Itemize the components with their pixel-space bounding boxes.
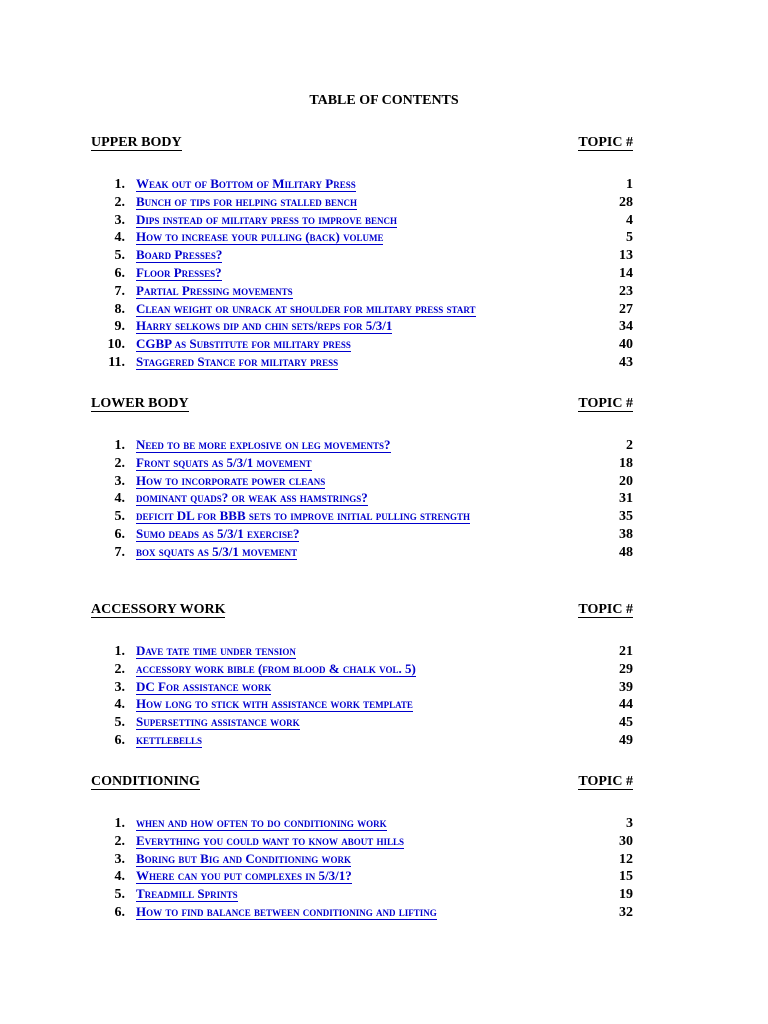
topic-link[interactable]: Partial Pressing movements xyxy=(136,282,293,298)
entry-number: 7. xyxy=(114,283,125,299)
topic-number: 29 xyxy=(619,661,633,677)
section-header-conditioning xyxy=(91,774,633,790)
entry-number: 3. xyxy=(114,851,125,867)
entry-number: 4. xyxy=(114,869,125,885)
toc-entry xyxy=(91,526,633,544)
toc-entry xyxy=(91,229,633,247)
topic-link[interactable]: How long to stick with assistance work template xyxy=(136,696,413,712)
entry-number: 6. xyxy=(114,904,125,920)
toc-entry xyxy=(91,176,633,194)
topic-link[interactable]: Supersetting assistance work xyxy=(136,714,300,730)
topic-column-label: TOPIC # xyxy=(578,135,633,150)
topic-number: 12 xyxy=(619,851,633,867)
topic-number: 34 xyxy=(619,319,633,335)
entry-number: 6. xyxy=(114,265,125,281)
entry-number: 4. xyxy=(114,230,125,246)
toc-entry xyxy=(91,868,633,886)
entry-number: 6. xyxy=(114,526,125,542)
entry-number: 3. xyxy=(114,679,125,695)
entry-number: 1. xyxy=(114,644,125,659)
entry-number: 1. xyxy=(114,438,125,453)
entry-number: 10. xyxy=(107,337,125,353)
topic-link[interactable]: How to find balance between conditioning and lifting xyxy=(136,903,437,919)
topic-link[interactable]: Staggered Stance for military press xyxy=(136,353,339,369)
topic-number: 45 xyxy=(619,715,633,731)
section-title: LOWER BODY xyxy=(91,396,189,411)
section-title: ACCESSORY WORK xyxy=(91,602,226,617)
section-header-accessory-work xyxy=(91,602,633,618)
topic-number: 43 xyxy=(619,354,633,370)
toc-entry xyxy=(91,732,633,750)
topic-link[interactable]: Floor Presses? xyxy=(136,264,222,280)
entry-number: 1. xyxy=(114,177,125,192)
topic-number: 1 xyxy=(626,177,633,192)
page-title: TABLE OF CONTENTS xyxy=(309,93,459,108)
toc-entry xyxy=(91,696,633,714)
toc-entry xyxy=(91,833,633,851)
topic-link[interactable]: Need to be more explosive on leg movements? xyxy=(136,437,391,452)
accessory-work-list xyxy=(91,643,633,750)
entry-number: 2. xyxy=(114,194,125,210)
topic-number: 3 xyxy=(626,816,633,831)
topic-number: 15 xyxy=(619,869,633,885)
topic-number: 28 xyxy=(619,194,633,210)
topic-link[interactable]: Sumo deads as 5/3/1 exercise? xyxy=(136,525,300,541)
entry-number: 4. xyxy=(114,491,125,507)
topic-number: 2 xyxy=(626,438,633,453)
topic-number: 32 xyxy=(619,904,633,920)
topic-link[interactable]: Board Presses? xyxy=(136,247,223,263)
topic-link[interactable]: Clean weight or unrack at shoulder for military press start xyxy=(136,300,476,316)
entry-number: 7. xyxy=(114,544,125,560)
toc-entry xyxy=(91,336,633,354)
toc-entry xyxy=(91,490,633,508)
entry-number: 8. xyxy=(114,301,125,317)
entry-number: 2. xyxy=(114,455,125,471)
topic-link[interactable]: Harry selkows dip and chin sets/reps for 5/3/1 xyxy=(136,318,393,334)
entry-number: 5. xyxy=(114,509,125,525)
topic-number: 19 xyxy=(619,887,633,903)
topic-link[interactable]: dominant quads? or weak ass hamstrings? xyxy=(136,490,368,506)
topic-number: 5 xyxy=(626,230,633,246)
topic-link[interactable]: How to incorporate power cleans xyxy=(136,472,326,488)
toc-entry xyxy=(91,679,633,697)
topic-link[interactable]: Weak out of Bottom of Military Press xyxy=(136,176,356,191)
topic-link[interactable]: accessory work bible (from blood & chalk vol. 5) xyxy=(136,660,416,676)
section-title: UPPER BODY xyxy=(91,135,182,150)
toc-entry xyxy=(91,283,633,301)
topic-link[interactable]: DC For assistance work xyxy=(136,678,272,694)
toc-entry xyxy=(91,815,633,833)
topic-link[interactable]: Where can you put complexes in 5/3/1? xyxy=(136,868,352,884)
toc-entry xyxy=(91,247,633,265)
toc-entry xyxy=(91,318,633,336)
topic-number: 4 xyxy=(626,212,633,228)
section-title: CONDITIONING xyxy=(91,774,200,789)
section-header-lower-body xyxy=(91,396,633,412)
topic-link[interactable]: box squats as 5/3/1 movement xyxy=(136,543,298,559)
topic-link[interactable]: when and how often to do conditioning work xyxy=(136,815,387,830)
toc-entry xyxy=(91,904,633,922)
entry-number: 2. xyxy=(114,833,125,849)
toc-entry xyxy=(91,643,633,661)
topic-link[interactable]: deficit DL for BBB sets to improve initial pulling strength xyxy=(136,508,470,524)
entry-number: 5. xyxy=(114,715,125,731)
topic-number: 21 xyxy=(619,644,633,659)
conditioning-list xyxy=(91,815,633,922)
topic-number: 31 xyxy=(619,491,633,507)
toc-entry xyxy=(91,212,633,230)
toc-entry xyxy=(91,714,633,732)
entry-number: 1. xyxy=(114,816,125,831)
topic-column-label: TOPIC # xyxy=(578,396,633,411)
topic-link[interactable]: Dips instead of military press to improve bench xyxy=(136,211,398,227)
toc-entry xyxy=(91,354,633,372)
topic-number: 44 xyxy=(619,697,633,713)
toc-entry xyxy=(91,851,633,869)
topic-number: 27 xyxy=(619,301,633,317)
upper-body-list xyxy=(91,176,633,372)
topic-number: 30 xyxy=(619,833,633,849)
topic-link[interactable]: Bunch of tips for helping stalled bench xyxy=(136,193,358,209)
topic-number: 18 xyxy=(619,455,633,471)
section-header-upper-body xyxy=(91,135,633,151)
topic-number: 38 xyxy=(619,526,633,542)
topic-column-label: TOPIC # xyxy=(578,602,633,617)
entry-number: 9. xyxy=(114,319,125,335)
topic-link[interactable]: How to increase your pulling (back) volume xyxy=(136,229,384,245)
entry-number: 11. xyxy=(108,354,125,370)
entry-number: 3. xyxy=(114,473,125,489)
toc-entry xyxy=(91,455,633,473)
toc-entry xyxy=(91,265,633,283)
topic-number: 20 xyxy=(619,473,633,489)
toc-entry xyxy=(91,301,633,319)
topic-link[interactable]: Dave tate time under tension xyxy=(136,643,296,658)
topic-number: 35 xyxy=(619,509,633,525)
toc-entry xyxy=(91,661,633,679)
toc-entry xyxy=(91,473,633,491)
topic-number: 49 xyxy=(619,732,633,748)
entry-number: 3. xyxy=(114,212,125,228)
entry-number: 5. xyxy=(114,887,125,903)
entry-number: 4. xyxy=(114,697,125,713)
entry-number: 5. xyxy=(114,248,125,264)
topic-number: 39 xyxy=(619,679,633,695)
topic-link[interactable]: kettlebells xyxy=(136,731,203,747)
topic-number: 48 xyxy=(619,544,633,560)
topic-link[interactable]: Boring but Big and Conditioning work xyxy=(136,850,351,866)
entry-number: 2. xyxy=(114,661,125,677)
topic-link[interactable]: Front squats as 5/3/1 movement xyxy=(136,454,312,470)
topic-link[interactable]: CGBP as Substitute for military press xyxy=(136,336,351,352)
toc-entry xyxy=(91,194,633,212)
topic-number: 13 xyxy=(619,248,633,264)
lower-body-list xyxy=(91,437,633,562)
topic-link[interactable]: Everything you could want to know about hills xyxy=(136,832,404,848)
topic-number: 14 xyxy=(619,265,633,281)
toc-entry xyxy=(91,886,633,904)
entry-number: 6. xyxy=(114,732,125,748)
topic-number: 23 xyxy=(619,283,633,299)
topic-link[interactable]: Treadmill Sprints xyxy=(136,886,238,902)
toc-entry xyxy=(91,508,633,526)
toc-entry xyxy=(91,437,633,455)
topic-column-label: TOPIC # xyxy=(578,774,633,789)
topic-number: 40 xyxy=(619,337,633,353)
toc-entry xyxy=(91,544,633,562)
